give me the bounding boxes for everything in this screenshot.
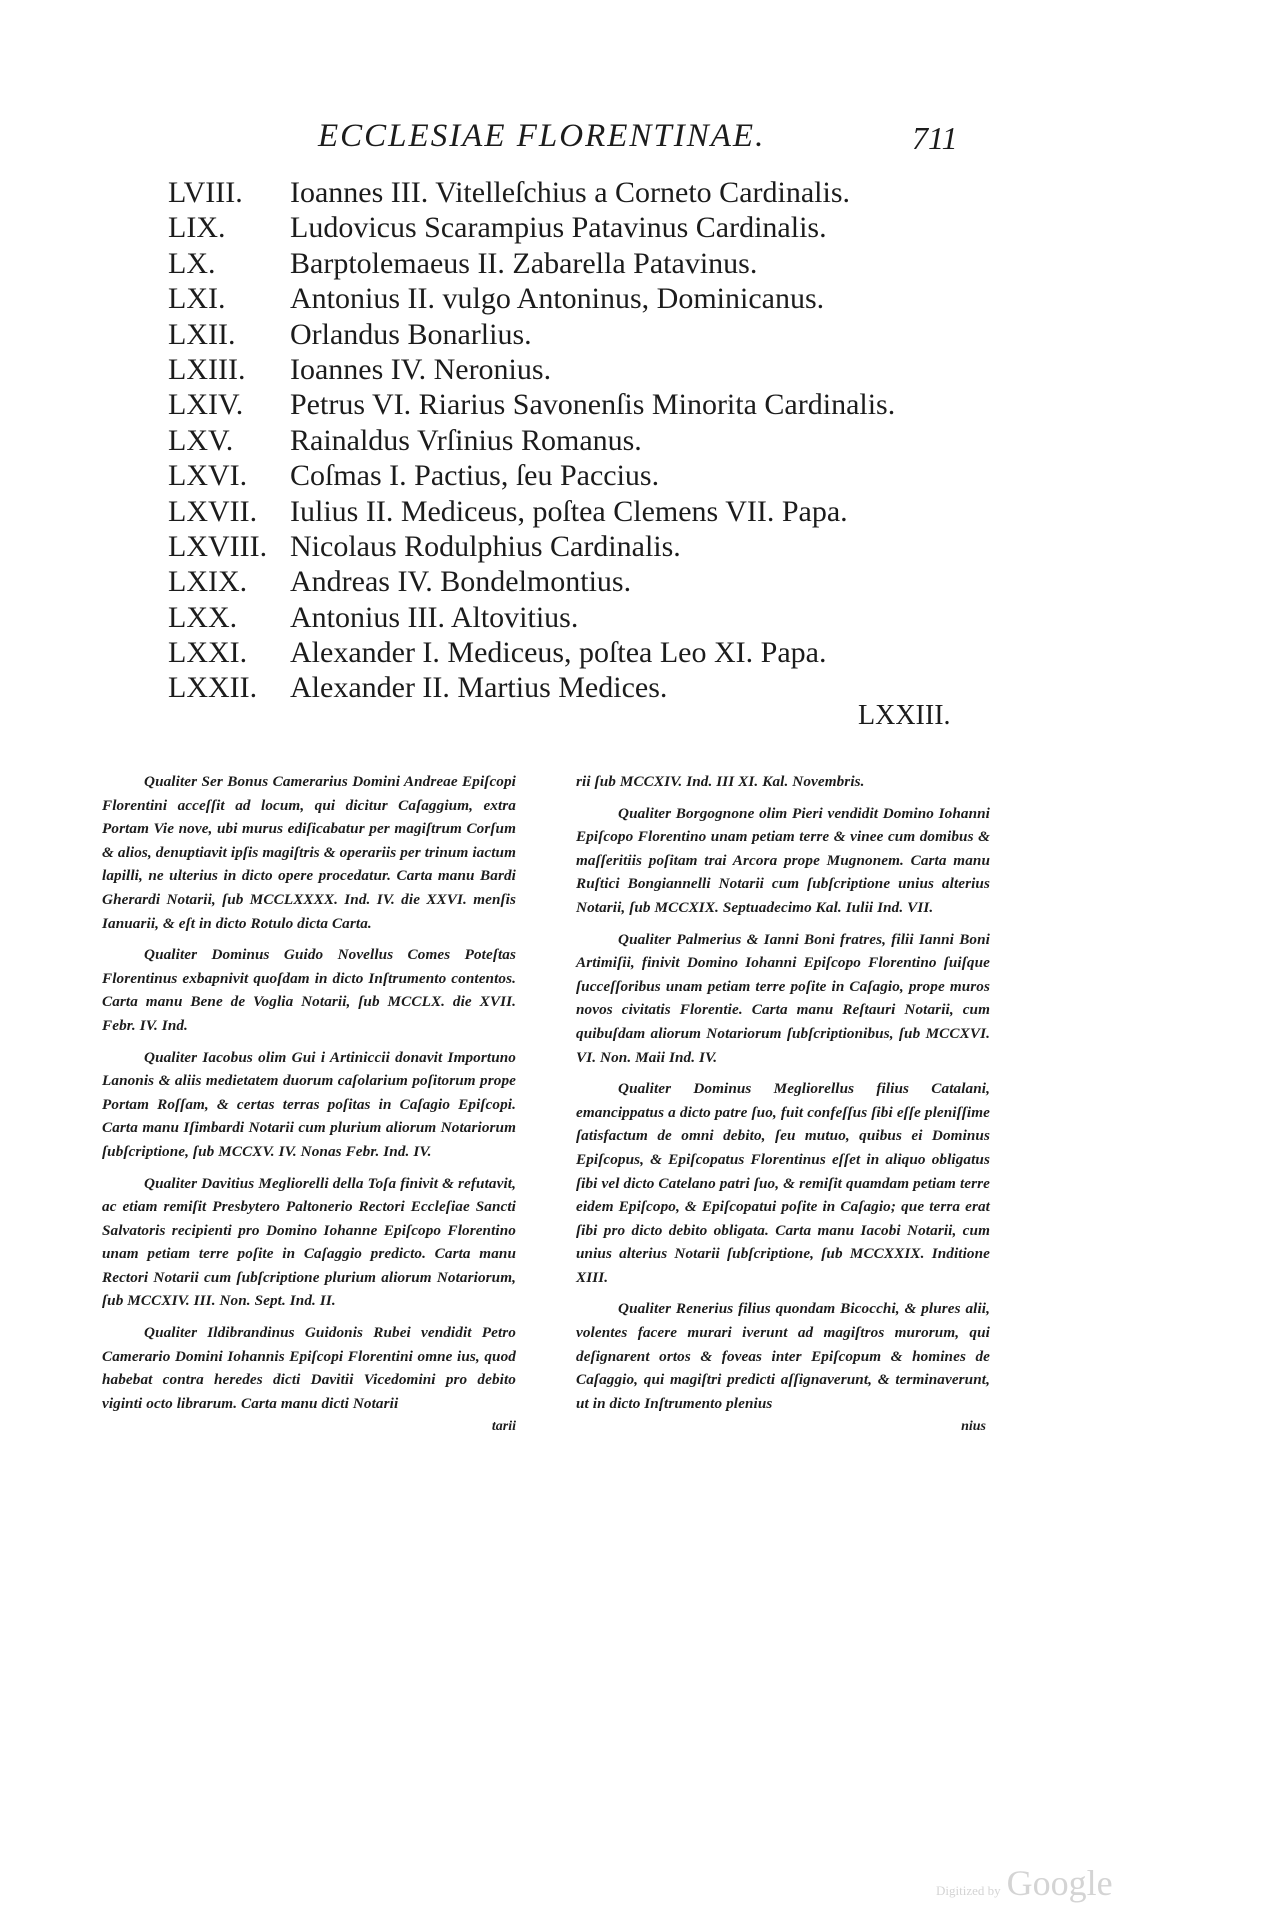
- bishop-list: [168, 176, 1028, 707]
- list-item: [168, 388, 1028, 423]
- list-name: Alexander II. Martius Medices.: [290, 671, 668, 705]
- watermark-brand: Google: [1006, 1863, 1113, 1903]
- list-item: [168, 211, 1028, 246]
- column-catchword: nius: [961, 1419, 986, 1435]
- list-numeral: LXV.: [168, 423, 234, 457]
- paragraph: Qualiter Iacobus olim Gui i Artiniccii donavit Importuno Lanonis & aliis medietatem duorum caſolarium poſitorum prope Portam Roſſam, & certas terras poſitas in Caſagio Epiſcopi. Carta manu Iſimbardi Notarii cum plurium aliorum Notariorum ſubſcriptione, ſub MCCXV. IV. Nonas Febr. Ind. IV.: [102, 1048, 516, 1160]
- list-name: Alexander I. Mediceus, poſtea Leo XI. Papa.: [290, 636, 827, 670]
- list-item: [168, 565, 1028, 600]
- digitization-watermark: [936, 1862, 1113, 1904]
- list-item: [168, 247, 1028, 282]
- list-name: Iulius II. Mediceus, poſtea Clemens VII. Papa.: [290, 494, 848, 528]
- catchword-top: LXXIII.: [858, 700, 951, 731]
- list-item: [168, 318, 1028, 353]
- list-name: Ioannes IV. Neronius.: [290, 352, 552, 386]
- watermark-prefix: Digitized by: [936, 1883, 1001, 1898]
- list-name: Antonius II. vulgo Antoninus, Dominicanus.: [290, 282, 825, 316]
- list-name: Ludovicus Scarampius Patavinus Cardinalis.: [290, 211, 827, 245]
- list-numeral: LXVII.: [168, 494, 258, 528]
- page-number: 711: [912, 120, 958, 156]
- paragraph: Qualiter Palmerius & Ianni Boni fratres, filii Ianni Boni Artimiſii, finivit Domino Iohanni Epiſcopo Florentino ſuiſque ſucceſſoribus unam petiam terre poſite in Caſagio, prope muros novos civitatis Florentie. Carta manu Reſtauri Notarii, cum quibuſdam aliorum Notariorum ſubſcriptionibus, ſub MCCXVI. VI. Non. Maii Ind. IV.: [576, 930, 990, 1066]
- list-name: Orlandus Bonarlius.: [290, 317, 532, 351]
- list-item: [168, 636, 1028, 671]
- two-column-body: [0, 770, 1288, 1770]
- list-numeral: LXVI.: [168, 459, 248, 493]
- list-name: Petrus VI. Riarius Savonenſis Minorita Cardinalis.: [290, 388, 896, 422]
- list-item: [168, 176, 1028, 211]
- list-numeral: LXIII.: [168, 352, 246, 386]
- list-name: Nicolaus Rodulphius Cardinalis.: [290, 529, 681, 563]
- list-numeral: LXVIII.: [168, 529, 268, 563]
- list-name: Coſmas I. Pactius, ſeu Paccius.: [290, 459, 660, 493]
- list-item: [168, 601, 1028, 636]
- paragraph: Qualiter Dominus Megliorellus filius Catalani, emancippatus a dicto patre ſuo, fuit confeſſus ſibi eſſe pleniſſime ſatisfactum de omni debito, ſeu mutuo, quibus ei Dominus Epiſcopus, & Epiſcopatus Florentinus eſſet in aliquo obligatus ſibi vel dicto Catelano patri ſuo, & remiſit quamdam petiam terre eidem Epiſcopo, & Epiſcopatui poſite in Caſagio; que terra erat ſibi pro dicto debito obligata. Carta manu Iacobi Notarii, cum unius alterius Notarii ſubſcriptione, ſub MCCXXIX. Inditione XIII.: [576, 1080, 990, 1286]
- paragraph: Qualiter Davitius Megliorelli della Toſa finivit & refutavit, ac etiam remiſit Presbytero Paltonerio Rectori Eccleſiae Sancti Salvatoris recipienti pro Domino Iohanne Epiſcopo Florentino unam petiam terre poſite in Caſaggio predicto. Carta manu Rectori Notarii cum ſubſcriptione plurium aliorum Notariorum, ſub MCCXIV. III. Non. Sept. Ind. II.: [102, 1174, 516, 1310]
- list-numeral: LX.: [168, 246, 216, 280]
- list-name: Barptolemaeus II. Zabarella Patavinus.: [290, 246, 758, 280]
- list-item: [168, 424, 1028, 459]
- list-numeral: LXXI.: [168, 636, 248, 670]
- list-numeral: LXII.: [168, 317, 236, 351]
- running-title: ECCLESIAE FLORENTINAE.: [318, 118, 766, 154]
- left-column: [102, 770, 516, 1435]
- paragraph: Qualiter Ser Bonus Camerarius Domini Andreae Epiſcopi Florentini acceſſit ad locum, qui dicitur Caſaggium, extra Portam Vie nove, ubi murus ediſicabatur per magiſtrum Corſum & alios, denuptiavit ipſis magiſtris & operariis per trinum iactum lapilli, ne ulterius in dicto opere procedatur. Carta manu Bardi Gherardi Notarii, ſub MCCLXXXX. Ind. IV. die XXVI. menſis Ianuarii, & eſt in dicto Rotulo dicta Carta.: [102, 773, 516, 932]
- paragraph: Qualiter Dominus Guido Novellus Comes Poteſtas Florentinus exbapnivit quoſdam in dicto Inſtrumento contentos. Carta manu Bene de Voglia Notarii, ſub MCCLX. die XVII. Febr. IV. Ind.: [102, 946, 516, 1034]
- list-numeral: LVIII.: [168, 176, 243, 209]
- list-name: Antonius III. Altovitius.: [290, 600, 579, 634]
- page-header: [0, 118, 1288, 166]
- paragraph: Qualiter Renerius filius quondam Bicocchi, & plures alii, volentes facere murari iverunt ad magiſtros murorum, qui deſignarent ortos & foveas inter Epiſcopum & homines de Caſaggio, qui magiſtri predicti aſſignaverunt, & terminaverunt, ut in dicto Inſtrumento plenius: [576, 1300, 990, 1412]
- list-item: [168, 530, 1028, 565]
- paragraph: Qualiter Ildibrandinus Guidonis Rubei vendidit Petro Camerario Domini Iohannis Epiſcopi Florentini omne ius, quod habebat contra heredes dicti Davitii Vicedomini pro debito viginti octo librarum. Carta manu dicti Notarii: [102, 1324, 516, 1412]
- right-column: [576, 770, 990, 1435]
- list-numeral: LXX.: [168, 600, 238, 634]
- list-numeral: LIX.: [168, 211, 226, 245]
- list-item: [168, 282, 1028, 317]
- paragraph: Qualiter Borgognone olim Pieri vendidit Domino Iohanni Epiſcopo Florentino unam petiam terre & vinee cum domibus & maſſeritiis poſitam trai Arcora prope Mugnonem. Carta manu Ruſtici Bongiannelli Notarii cum ſubſcriptione unius alterius Notarii, ſub MCCXIX. Septuadecimo Kal. Iulii Ind. VII.: [576, 804, 990, 916]
- paragraph: rii ſub MCCXIV. Ind. III XI. Kal. Novembris.: [576, 773, 865, 790]
- list-numeral: LXIX.: [168, 565, 248, 599]
- list-name: Andreas IV. Bondelmontius.: [290, 565, 632, 599]
- list-name: Ioannes III. Vitelleſchius a Corneto Cardinalis.: [290, 176, 850, 209]
- list-item: [168, 495, 1028, 530]
- list-numeral: LXXII.: [168, 671, 258, 705]
- list-numeral: LXIV.: [168, 388, 244, 422]
- list-numeral: LXI.: [168, 282, 226, 316]
- list-name: Rainaldus Vrſinius Romanus.: [290, 423, 642, 457]
- column-catchword: tarii: [491, 1419, 516, 1435]
- list-item: [168, 459, 1028, 494]
- list-item: [168, 353, 1028, 388]
